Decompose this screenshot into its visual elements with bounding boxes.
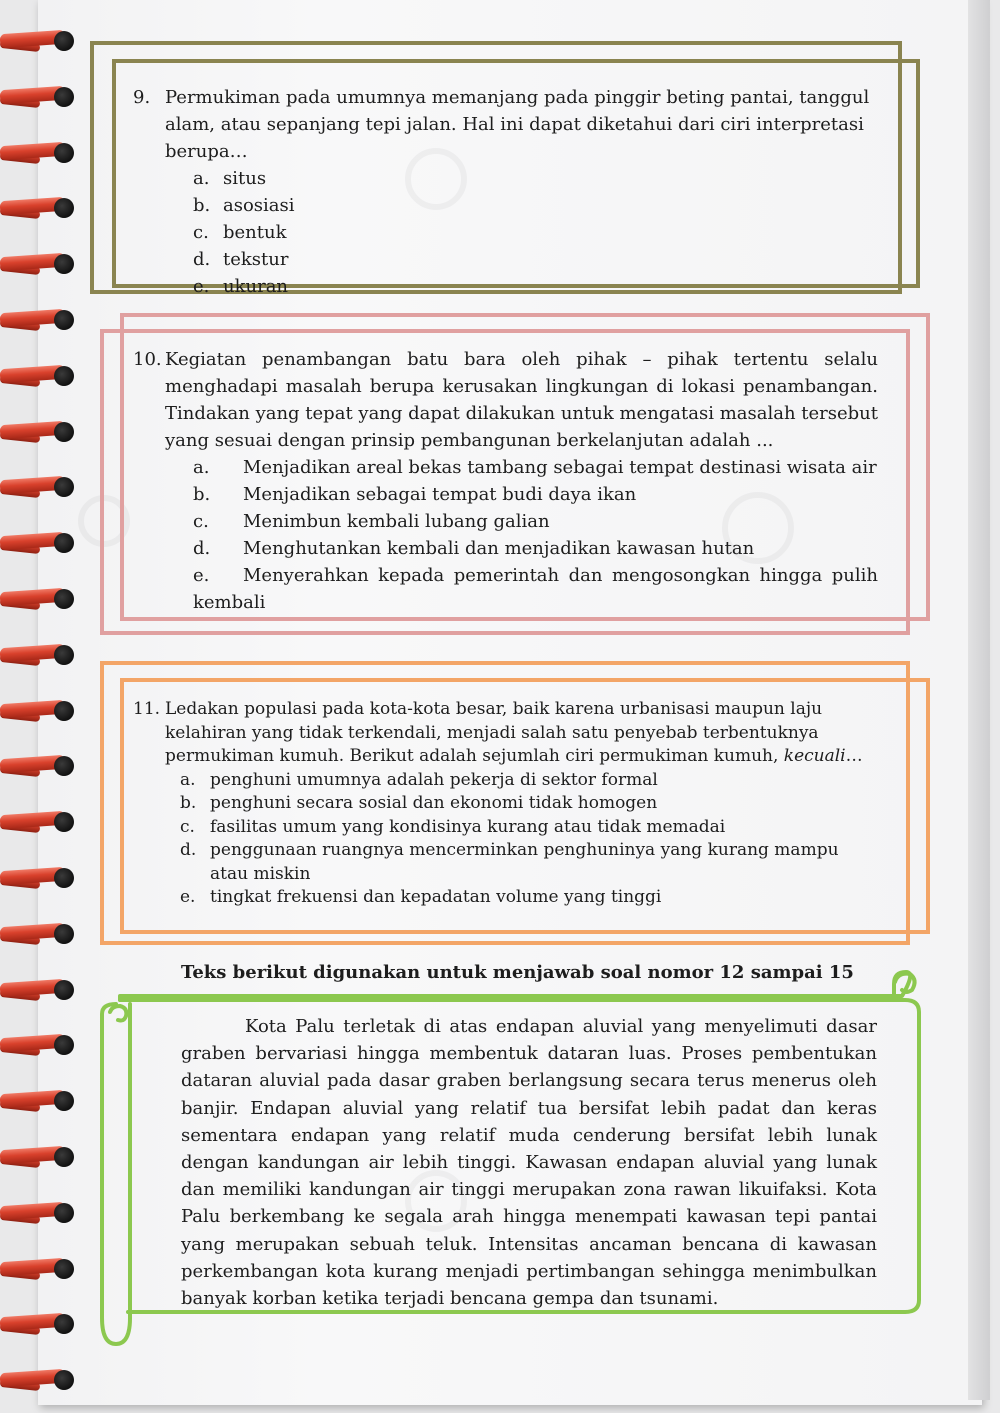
binding-hole <box>54 366 74 386</box>
option-b <box>193 192 878 219</box>
option-text: asosiasi <box>223 195 295 216</box>
option-b <box>180 792 878 816</box>
spiral-ring <box>0 253 74 275</box>
option-letter: c. <box>193 222 209 243</box>
option-e <box>193 562 878 616</box>
spiral-ring <box>0 979 74 1001</box>
question-11 <box>133 698 878 910</box>
option-letter: c. <box>193 511 209 532</box>
binding-hole <box>54 1203 74 1223</box>
option-letter: b. <box>193 484 211 505</box>
option-c <box>193 508 878 535</box>
option-text: Menyerahkan kepada pemerintah dan mengosongkan hingga pulih kembali <box>193 565 878 613</box>
option-text: bentuk <box>223 222 287 243</box>
passage-heading: Teks berikut digunakan untuk menjawab soal nomor 12 sampai 15 <box>181 962 854 983</box>
option-text: penggunaan ruangnya mencerminkan penghuninya yang kurang mampu atau miskin <box>210 840 839 884</box>
spiral-ring <box>0 421 74 443</box>
option-letter: d. <box>193 538 211 559</box>
spiral-ring <box>0 197 74 219</box>
option-letter: a. <box>193 168 210 189</box>
option-letter: c. <box>180 816 195 837</box>
option-letter: a. <box>193 457 210 478</box>
binding-hole <box>54 254 74 274</box>
question-10 <box>133 346 878 616</box>
spiral-ring <box>0 86 74 108</box>
option-letter: e. <box>180 887 196 907</box>
spiral-ring <box>0 476 74 498</box>
option-letter: b. <box>180 793 197 813</box>
binding-hole <box>54 812 74 832</box>
spiral-ring <box>0 1202 74 1224</box>
option-e <box>180 886 878 910</box>
spiral-ring <box>0 811 74 833</box>
page-stack-edge <box>968 0 990 1400</box>
option-d <box>193 246 878 273</box>
binding-hole <box>54 645 74 665</box>
question-number: 11. <box>133 699 161 719</box>
spiral-ring <box>0 923 74 945</box>
option-text: Menjadikan areal bekas tambang sebagai tempat destinasi wisata air <box>243 457 877 478</box>
spiral-ring <box>0 1313 74 1335</box>
binding-hole <box>54 31 74 51</box>
option-list <box>193 165 878 300</box>
question-stem: Permukiman pada umumnya memanjang pada pinggir beting pantai, tanggul alam, atau sepanjang tepi jalan. Hal ini dapat diketahui dari ciri interpretasi berupa… <box>165 87 870 162</box>
option-text: situs <box>223 168 267 189</box>
option-c <box>193 219 878 246</box>
question-9 <box>133 84 878 300</box>
spiral-ring <box>0 755 74 777</box>
option-d <box>193 535 878 562</box>
binding-hole <box>54 533 74 553</box>
binding-hole <box>54 924 74 944</box>
binding-hole <box>54 422 74 442</box>
question-stem: Kegiatan penambangan batu bara oleh pihak – pihak tertentu selalu menghadapi masalah berupa kerusakan lingkungan di lokasi penambangan. Tindakan yang tepat yang dapat dilakukan untuk mengatasi masalah tersebut yang sesuai dengan prinsip pembangunan berkelanjutan adalah ... <box>165 349 879 451</box>
option-letter: d. <box>180 840 197 860</box>
binding-hole <box>54 1091 74 1111</box>
binding-hole <box>54 589 74 609</box>
option-text: tingkat frekuensi dan kepadatan volume yang tinggi <box>210 887 662 907</box>
spiral-ring <box>0 588 74 610</box>
binding-hole <box>54 1147 74 1167</box>
option-text: penghuni umumnya adalah pekerja di sektor formal <box>210 769 658 790</box>
option-d <box>180 839 878 886</box>
binding-hole <box>54 868 74 888</box>
option-letter: e. <box>193 276 210 297</box>
option-e <box>193 273 878 300</box>
binding-hole <box>54 143 74 163</box>
spiral-binding <box>0 30 80 1390</box>
spiral-ring <box>0 365 74 387</box>
binding-hole <box>54 980 74 1000</box>
spiral-ring <box>0 1258 74 1280</box>
passage-body: Kota Palu terletak di atas endapan aluvial yang menyelimuti dasar graben bervariasi hingga membentuk dataran luas. Proses pembentukan dataran aluvial pada dasar graben berlangsung secara terus menerus oleh banjir. Endapan aluvial yang relatif tua bersifat lebih padat dan keras sementara endapan yang relatif muda cenderung bersifat lebih lunak dengan kandungan air lebih tinggi. Kawasan endapan aluvial yang lunak dan memiliki kandungan air tinggi merupakan zona rawan likuifaksi. Kota Palu berkembang ke segala arah hingga menempati kawasan tepi pantai yang merupakan sebuah teluk. Intensitas ancaman bencana di kawasan perkembangan kota kurang menjadi pertimbangan sehingga menimbulkan banyak korban ketika terjadi bencana gempa dan tsunami. <box>181 1016 877 1310</box>
stem-italic: kecuali <box>783 746 846 766</box>
spiral-ring <box>0 1369 74 1391</box>
spiral-ring <box>0 1034 74 1056</box>
spiral-ring <box>0 867 74 889</box>
question-stem <box>165 698 878 769</box>
option-text: tekstur <box>223 249 289 270</box>
option-a <box>193 165 878 192</box>
option-letter: a. <box>180 769 196 790</box>
spiral-ring <box>0 532 74 554</box>
option-letter: e. <box>193 565 210 586</box>
option-c <box>180 816 878 840</box>
spiral-ring <box>0 142 74 164</box>
binding-hole <box>54 1035 74 1055</box>
stem-text: Ledakan populasi pada kota-kota besar, baik karena urbanisasi maupun laju kelahiran yang tidak terkendali, menjadi salah satu penyebab terbentuknya permukiman kumuh. Berikut adalah sejumlah ciri permukiman kumuh, <box>165 699 823 766</box>
binding-hole <box>54 1370 74 1390</box>
spiral-ring <box>0 1090 74 1112</box>
spiral-ring <box>0 30 74 52</box>
option-text: Menimbun kembali lubang galian <box>243 511 550 532</box>
question-number: 10. <box>133 349 162 370</box>
binding-hole <box>54 1314 74 1334</box>
question-number: 9. <box>133 87 151 108</box>
spiral-ring <box>0 700 74 722</box>
option-text: Menghutankan kembali dan menjadikan kawasan hutan <box>243 538 755 559</box>
binding-hole <box>54 310 74 330</box>
option-a <box>193 454 878 481</box>
option-text: ukuran <box>223 276 289 297</box>
option-list <box>193 454 878 616</box>
spiral-ring <box>0 644 74 666</box>
spiral-ring <box>0 1146 74 1168</box>
option-text: fasilitas umum yang kondisinya kurang atau tidak memadai <box>210 816 726 837</box>
binding-hole <box>54 198 74 218</box>
binding-hole <box>54 701 74 721</box>
option-a <box>180 769 878 793</box>
option-text: penghuni secara sosial dan ekonomi tidak homogen <box>210 793 658 813</box>
option-b <box>193 481 878 508</box>
spiral-ring <box>0 309 74 331</box>
option-letter: d. <box>193 249 211 270</box>
option-text: Menjadikan sebagai tempat budi daya ikan <box>243 484 637 505</box>
stem-ellipsis: … <box>845 746 863 766</box>
binding-hole <box>54 756 74 776</box>
binding-hole <box>54 477 74 497</box>
option-letter: b. <box>193 195 211 216</box>
binding-hole <box>54 87 74 107</box>
binding-hole <box>54 1259 74 1279</box>
option-list <box>180 769 878 910</box>
